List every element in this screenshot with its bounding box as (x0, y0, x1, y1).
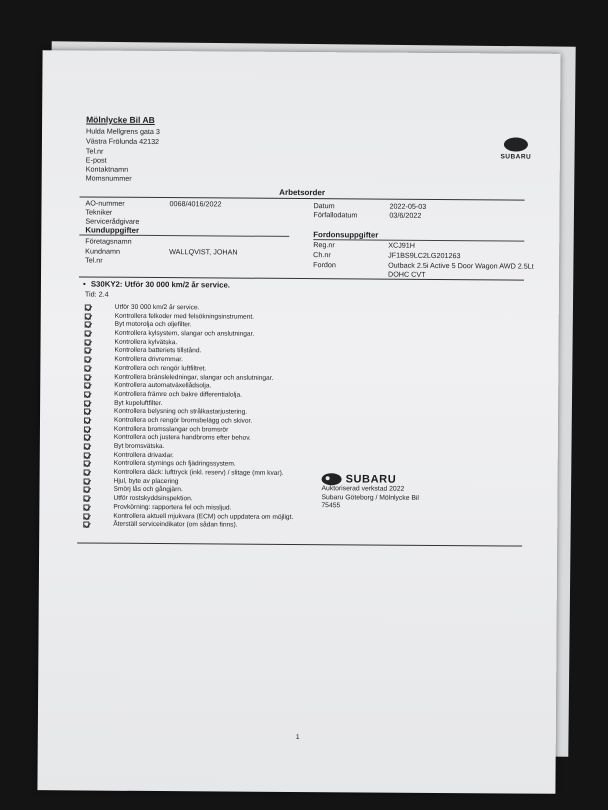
customer-name-label: Kundnamn (85, 246, 120, 256)
date-label: Datum (313, 201, 335, 211)
vehicle-heading: Fordonsuppgifter (313, 230, 379, 240)
company-contact-label: Kontaktnamn (85, 164, 129, 174)
checklist-item-label: Provkörning: rapportera fel och missljud. (113, 503, 232, 512)
checkbox-checked-icon (83, 504, 89, 510)
page-number: 1 (295, 733, 300, 742)
checklist-item-label: Kontrollera belysning och strålkastarjustering. (114, 407, 248, 416)
stamp-logo-text: SUBARU (345, 473, 397, 486)
service-checklist (83, 303, 294, 530)
checklist-item-label: Kontrollera automatväxellådsolja. (114, 381, 212, 390)
vehicle-label: Fordon (313, 260, 336, 270)
document-title: Arbetsorder (279, 187, 326, 198)
checkbox-checked-icon (83, 522, 89, 528)
dealer-stamp (321, 473, 419, 511)
checklist-item-label: Byt kupeluftfilter. (114, 399, 163, 407)
date-value: 2022-05-03 (389, 201, 427, 211)
stamp-line1: Auktoriserad verkstad 2022 (321, 485, 405, 493)
checklist-item-label: Kontrollera främre och bakre differentialolja. (114, 390, 243, 399)
checkbox-checked-icon (83, 487, 89, 493)
checklist-item-label: Kontrollera bränsleledningar, slangar och anslutningar. (114, 373, 274, 382)
checkbox-checked-icon (85, 305, 91, 311)
checkbox-checked-icon (84, 400, 90, 406)
checkbox-checked-icon (85, 313, 91, 319)
reg-number-label: Reg.nr (313, 240, 335, 250)
checkbox-checked-icon (83, 496, 89, 502)
company-address-line2: Västra Frölunda 42132 (85, 136, 160, 147)
checklist-item-label: Kontrollera batteriets tillstånd. (114, 347, 202, 355)
company-vat-label: Momsnummer (85, 173, 132, 183)
checklist-item-label: Kontrollera styrnings och fjädringssystem. (113, 460, 236, 468)
technician-label: Tekniker (85, 207, 113, 217)
company-name-label: Företagsnamn (85, 236, 132, 246)
checklist-end-divider (77, 542, 522, 546)
subaru-emblem-icon (322, 473, 342, 485)
checkbox-checked-icon (84, 461, 90, 467)
checkbox-checked-icon (84, 391, 90, 397)
checklist-item-label: Kontrollera aktuell mjukvara (ECM) och uppdatera om möjligt. (113, 512, 294, 521)
checkbox-checked-icon (84, 443, 90, 449)
checkbox-checked-icon (84, 365, 90, 371)
company-name: Mölnlycke Bil AB (86, 114, 155, 125)
subaru-emblem-icon (504, 137, 528, 151)
checklist-item-label: Kontrollera drivremmar. (114, 355, 183, 364)
vehicle-value-line1: Outback 2.5i Active 5 Door Wagon AWD 2.5Lt (388, 260, 534, 271)
vehicle-value-line2: DOHC CVT (388, 269, 426, 279)
checklist-item-label: Kontrollera felkoder med felsökningsinstrument. (114, 312, 255, 321)
checklist-item-label: Hjul, byte av placering (113, 477, 179, 485)
work-order-page (37, 50, 560, 794)
checklist-item-label: Byt motorolja och oljefilter. (114, 321, 192, 329)
due-date-value: 03/6/2022 (389, 210, 422, 220)
checkbox-checked-icon (84, 383, 90, 389)
customer-name-value: WALLQVIST, JOHAN (169, 247, 238, 257)
checklist-item-label: Kontrollera och justera handbroms efter behov. (113, 434, 251, 442)
checkbox-checked-icon (85, 339, 91, 345)
stamp-logo (322, 473, 420, 486)
chassis-number-label: Ch.nr (313, 250, 331, 260)
company-email-label: E-post (85, 155, 107, 165)
job-time: Tid: 2.4 (84, 289, 109, 299)
stamp-line2: Subaru Göteborg / Mölnlycke Bil (321, 493, 419, 502)
checkbox-checked-icon (84, 348, 90, 354)
checklist-item-label: Kontrollera däck: lufttryck (inkl. reserv) / slitage (mm kvar). (113, 468, 284, 477)
job-title (83, 279, 230, 289)
checkbox-checked-icon (84, 357, 90, 363)
customer-heading: Kunduppgifter (85, 225, 140, 235)
reg-number-value: XCJ91H (388, 240, 416, 250)
checkbox-checked-icon (84, 452, 90, 458)
customer-tel-label: Tel.nr (85, 255, 103, 265)
checklist-item-label: Kontrollera och rengör bromsbelägg och skivor. (113, 416, 253, 425)
checkbox-checked-icon (85, 331, 91, 337)
checklist-item-label: Utför rostskyddsinspektion. (113, 494, 193, 503)
stamp-line3: 75455 (321, 502, 341, 510)
checklist-item-label: Återställ serviceindikator (om sådan finns). (113, 520, 238, 529)
checklist-item-label: Kontrollera kylvätska. (114, 338, 178, 346)
checkbox-checked-icon (84, 435, 90, 441)
checkbox-checked-icon (85, 322, 91, 328)
checklist-item-label: Smörj lås och gångjärn. (113, 486, 183, 494)
checklist-item-label: Byt bromsvätska. (113, 442, 165, 451)
due-date-label: Förfallodatum (313, 210, 358, 220)
subaru-logo (494, 137, 538, 160)
job-bullet: • (82, 279, 86, 289)
checkbox-checked-icon (84, 409, 90, 415)
checkbox-checked-icon (83, 513, 89, 519)
checkbox-checked-icon (84, 470, 90, 476)
checklist-item-label: Kontrollera kylsystem, slangar och anslutningar. (114, 329, 255, 338)
ao-number-label: AO-nummer (85, 198, 125, 208)
checklist-item-label: Kontrollera drivaxlar. (113, 451, 174, 459)
company-address-line1: Hulda Mellgrens gata 3 (85, 126, 160, 137)
checkbox-checked-icon (84, 374, 90, 380)
checkbox-checked-icon (84, 478, 90, 484)
checklist-item-label: Kontrollera och rengör luftfiltret. (114, 364, 207, 373)
checkbox-checked-icon (84, 417, 90, 423)
job-title-text: S30KY2: Utför 30 000 km/2 år service. (90, 279, 231, 290)
checklist-item-label: Kontrollera bromsslangar och bromsrör (113, 425, 229, 434)
service-advisor-label: Servicerådgivare (85, 216, 140, 226)
checklist-item-label: Utför 30 000 km/2 år service. (114, 303, 200, 312)
chassis-number-value: JF1BS9LC2LG201263 (388, 250, 461, 261)
subaru-logo-text: SUBARU (500, 153, 532, 161)
checkbox-checked-icon (84, 426, 90, 432)
vehicle-heading-rule (313, 239, 524, 241)
ao-number-value: 0068/4016/2022 (169, 199, 222, 209)
company-tel-label: Tel.nr (85, 146, 104, 156)
